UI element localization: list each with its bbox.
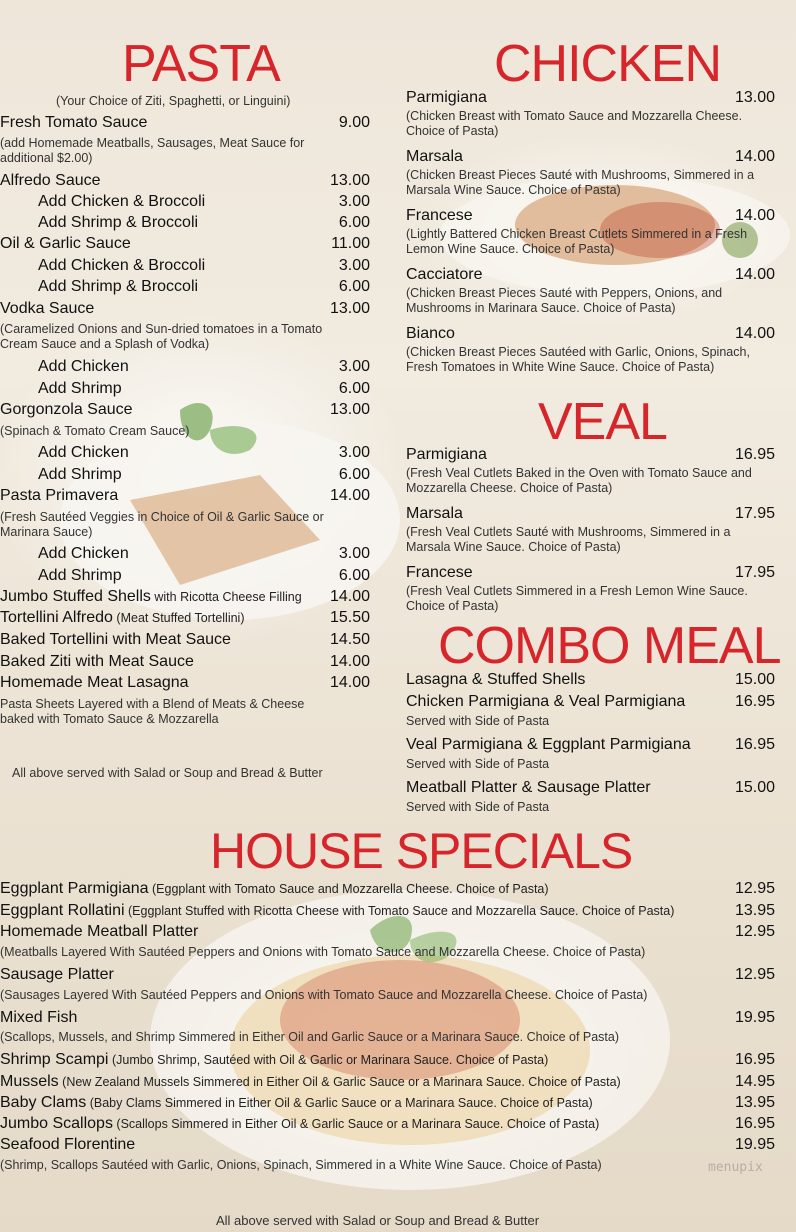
menu-item-description: (Caramelized Onions and Sun-dried tomatoes in a Tomato Cream Sauce and a Splash of Vodka) — [0, 322, 323, 351]
menu-item-price: 14.00 — [734, 325, 775, 342]
menu-item-row — [406, 265, 775, 284]
menu-item-label: Baked Tortellini with Meat Sauce — [0, 631, 231, 648]
menu-item-price: 11.00 — [331, 235, 370, 252]
menu-item-price: 13.95 — [734, 1094, 775, 1111]
menu-item-name — [406, 692, 735, 711]
menu-item-label: Add Shrimp & Broccoli — [38, 214, 199, 231]
menu-item-row — [406, 206, 775, 225]
menu-item-price: 3.00 — [338, 545, 370, 562]
menu-item-row — [0, 922, 775, 941]
menu-item-description: (Fresh Veal Cutlets Simmered in a Fresh Lemon Wine Sauce. Choice of Pasta) — [406, 584, 748, 613]
menu-item-name — [0, 1050, 735, 1070]
menu-item-price: 3.00 — [338, 358, 370, 375]
menu-item-price: 16.95 — [734, 693, 775, 710]
menu-item-description: (Chicken Breast with Tomato Sauce and Mozzarella Cheese. Choice of Pasta) — [406, 109, 743, 138]
menu-item-label: Pasta Primavera — [0, 487, 119, 504]
menu-item-description: (Chicken Breast Pieces Sauté with Mushrooms, Simmered in a Marsala Wine Sauce. Choice of Pasta) — [406, 168, 755, 197]
menu-item-name — [406, 324, 735, 343]
menu-item-row — [0, 630, 370, 649]
menu-item-label: Francese — [406, 207, 473, 224]
menu-item-label: Parmigiana — [406, 89, 487, 106]
menu-item-name — [0, 673, 330, 692]
menupix-watermark: menupix — [708, 1160, 763, 1175]
menu-item-inline-description: (Jumbo Shrimp, Sautéed with Oil & Garlic or Marinara Sauce. Choice of Pasta) — [108, 1053, 549, 1067]
menu-item-price: 14.00 — [329, 674, 370, 691]
menu-item-name — [0, 1008, 735, 1027]
menu-item-price: 16.95 — [734, 736, 775, 753]
menu-item-label: Tortellini Alfredo — [0, 609, 113, 626]
menu-item-price: 6.00 — [338, 567, 370, 584]
menu-item-label: Alfredo Sauce — [0, 172, 101, 189]
menu-item-name — [0, 465, 339, 484]
pasta-choice-note: (Your Choice of Ziti, Spaghetti, or Linguini) — [56, 94, 291, 108]
menu-item-name — [0, 922, 735, 941]
menu-item-label: Chicken Parmigiana & Veal Parmigiana — [406, 693, 686, 710]
menu-item-label: Jumbo Stuffed Shells — [0, 588, 151, 605]
menu-item-price: 14.00 — [329, 588, 370, 605]
menu-item-row — [0, 1008, 775, 1027]
menu-item-description: (Meatballs Layered With Sautéed Peppers and Onions with Tomato Sauce and Mozzarella Cheese. Choice of Pasta) — [0, 945, 646, 959]
menu-item-row — [0, 673, 370, 692]
menu-item-price: 16.95 — [734, 1051, 775, 1068]
menu-item-row — [0, 379, 370, 398]
menu-item-name — [0, 608, 330, 628]
menu-item-row — [0, 465, 370, 484]
menu-item-label: Shrimp Scampi — [0, 1051, 109, 1068]
menu-item-label: Add Shrimp — [38, 567, 122, 584]
menu-item-row — [406, 778, 775, 797]
menu-item-price: 6.00 — [338, 380, 370, 397]
menu-item-name — [0, 443, 339, 462]
veal-title: VEAL — [538, 393, 667, 451]
menu-item-inline-description: (Meat Stuffed Tortellini) — [112, 611, 245, 625]
menu-item-name — [0, 1072, 735, 1092]
menu-item-row — [0, 277, 370, 296]
menu-item-name — [406, 563, 735, 582]
menu-item-name — [0, 277, 339, 296]
menu-item-price: 12.95 — [734, 923, 775, 940]
menu-item-name — [0, 901, 735, 921]
menu-item-description: (Fresh Veal Cutlets Sauté with Mushrooms, Simmered in a Marsala Wine Sauce. Choice of Pasta) — [406, 525, 731, 554]
menu-item-price: 15.00 — [734, 671, 775, 688]
menu-item-name — [406, 147, 735, 166]
menu-item-price: 14.00 — [734, 148, 775, 165]
menu-item-price: 13.95 — [734, 902, 775, 919]
menu-item-inline-description: (New Zealand Mussels Simmered in Either Oil & Garlic Sauce or a Marinara Sauce. Choice of Pasta) — [58, 1075, 621, 1089]
menu-item-inline-description: with Ricotta Cheese Filling — [150, 590, 302, 604]
menu-item-price: 6.00 — [338, 214, 370, 231]
menu-item-price: 15.50 — [329, 609, 370, 626]
menu-item-name — [0, 566, 339, 585]
menu-item-row — [406, 504, 775, 523]
menu-item-price: 17.95 — [734, 564, 775, 581]
menu-item-row — [0, 544, 370, 563]
menu-item-name — [0, 171, 330, 190]
menu-item-description: Served with Side of Pasta — [406, 800, 550, 814]
menu-item-description: Served with Side of Pasta — [406, 757, 550, 771]
menu-item-label: Eggplant Rollatini — [0, 902, 125, 919]
menu-item-name — [0, 965, 735, 984]
menu-item-price: 13.00 — [734, 89, 775, 106]
menu-item-price: 14.00 — [734, 266, 775, 283]
menu-item-row — [0, 965, 775, 984]
menu-item-row — [0, 1114, 775, 1134]
menu-item-name — [0, 256, 339, 275]
menu-item-price: 6.00 — [338, 278, 370, 295]
menu-item-name — [0, 379, 339, 398]
menu-item-row — [0, 901, 775, 921]
menu-item-description: (Spinach & Tomato Cream Sauce) — [0, 424, 190, 438]
menu-item-price: 15.00 — [734, 779, 775, 796]
menu-item-inline-description: (Baby Clams Simmered in Either Oil & Garlic Sauce or a Marinara Sauce. Choice of Pasta) — [86, 1096, 593, 1110]
menu-item-label: Seafood Florentine — [0, 1136, 136, 1153]
menu-item-row — [0, 357, 370, 376]
menu-item-row — [0, 400, 370, 419]
menu-item-label: Marsala — [406, 505, 463, 522]
menu-item-price: 13.00 — [329, 300, 370, 317]
menu-item-price: 3.00 — [338, 444, 370, 461]
menu-item-name — [0, 400, 330, 419]
menu-item-price: 3.00 — [338, 193, 370, 210]
menu-item-label: Homemade Meatball Platter — [0, 923, 199, 940]
menu-item-name — [0, 192, 339, 211]
menu-item-label: Veal Parmigiana & Eggplant Parmigiana — [406, 736, 691, 753]
menu-item-name — [0, 652, 330, 671]
pasta-footer: All above served with Salad or Soup and Bread & Butter — [12, 766, 323, 780]
menu-item-price: 14.00 — [329, 653, 370, 670]
menu-item-name — [406, 265, 735, 284]
house-specials-title: HOUSE SPECIALS — [210, 823, 633, 879]
menu-item-description: (Scallops, Mussels, and Shrimp Simmered in Either Oil and Garlic Sauce or a Marinara Sauce. Choice of Pasta) — [0, 1030, 620, 1044]
chicken-title: CHICKEN — [494, 35, 722, 93]
menu-item-price: 17.95 — [734, 505, 775, 522]
menu-item-row — [0, 1135, 775, 1154]
menu-item-row — [406, 88, 775, 107]
menu-item-label: Add Shrimp & Broccoli — [38, 278, 199, 295]
menu-item-price: 16.95 — [734, 1115, 775, 1132]
menu-item-inline-description: (Eggplant with Tomato Sauce and Mozzarella Cheese. Choice of Pasta) — [148, 882, 549, 896]
menu-item-label: Meatball Platter & Sausage Platter — [406, 779, 651, 796]
menu-item-label: Parmigiana — [406, 446, 487, 463]
menu-item-label: Gorgonzola Sauce — [0, 401, 133, 418]
menu-item-row — [406, 147, 775, 166]
menu-item-description: (Shrimp, Scallops Sautéed with Garlic, Onions, Spinach, Simmered in a White Wine Sauce. Choice of Pasta) — [0, 1158, 602, 1172]
menu-item-name — [0, 213, 339, 232]
menu-item-label: Mussels — [0, 1073, 59, 1090]
menu-item-price: 6.00 — [338, 466, 370, 483]
menu-item-name — [0, 234, 331, 253]
menu-item-row — [0, 443, 370, 462]
menu-item-row — [0, 486, 370, 505]
menu-item-name — [406, 504, 735, 523]
combo-title: COMBO MEAL — [438, 617, 781, 675]
menu-item-row — [0, 1072, 775, 1092]
menu-item-name — [406, 445, 735, 464]
menu-item-label: Jumbo Scallops — [0, 1115, 113, 1132]
menu-item-row — [0, 608, 370, 628]
menu-item-label: Marsala — [406, 148, 463, 165]
menu-item-name — [0, 1114, 735, 1134]
menu-item-row — [0, 566, 370, 585]
menu-item-row — [0, 113, 370, 132]
menu-item-row — [0, 256, 370, 275]
menu-item-inline-description: (Eggplant Stuffed with Ricotta Cheese with Tomato Sauce and Mozzarella Sauce. Choice of Pasta) — [124, 904, 675, 918]
menu-item-inline-description: (Scallops Simmered in Either Oil & Garlic Sauce or a Marinara Sauce. Choice of Pasta) — [112, 1117, 600, 1131]
menu-item-label: Eggplant Parmigiana — [0, 880, 149, 897]
menu-item-row — [0, 171, 370, 190]
menu-item-price: 16.95 — [734, 446, 775, 463]
menu-item-name — [406, 778, 735, 797]
menu-item-row — [0, 1050, 775, 1070]
menu-item-description: (add Homemade Meatballs, Sausages, Meat Sauce for additional $2.00) — [0, 136, 305, 165]
menu-item-name — [0, 587, 330, 607]
menu-item-price: 9.00 — [338, 114, 370, 131]
menu-item-label: Add Chicken & Broccoli — [38, 257, 206, 274]
menu-item-label: Add Chicken — [38, 358, 129, 375]
menu-item-row — [0, 879, 775, 899]
menu-item-name — [0, 1093, 735, 1113]
menu-item-row — [0, 299, 370, 318]
menu-item-description: (Sausages Layered With Sautéed Peppers and Onions with Tomato Sauce and Mozzarella Cheese. Choice of Pasta) — [0, 988, 648, 1002]
menu-item-label: Baked Ziti with Meat Sauce — [0, 653, 194, 670]
menu-item-label: Sausage Platter — [0, 966, 114, 983]
menu-item-label: Homemade Meat Lasagna — [0, 674, 189, 691]
menu-item-label: Add Chicken — [38, 545, 129, 562]
menu-item-description: Pasta Sheets Layered with a Blend of Meats & Cheese baked with Tomato Sauce & Mozzarella — [0, 697, 305, 726]
menu-item-label: Mixed Fish — [0, 1009, 78, 1026]
menu-item-price: 3.00 — [338, 257, 370, 274]
menu-item-price: 14.50 — [329, 631, 370, 648]
menu-item-price: 13.00 — [329, 401, 370, 418]
pasta-title: PASTA — [122, 35, 280, 93]
menu-item-row — [0, 234, 370, 253]
menu-item-label: Lasagna & Stuffed Shells — [406, 671, 586, 688]
menu-item-description: Served with Side of Pasta — [406, 714, 550, 728]
house-footer: All above served with Salad or Soup and Bread & Butter — [216, 1213, 540, 1228]
menu-item-row — [0, 587, 370, 607]
menu-item-description: (Lightly Battered Chicken Breast Cutlets Simmered in a Fresh Lemon Wine Sauce. Choice of Pasta) — [406, 227, 748, 256]
menu-item-name — [0, 879, 735, 899]
menu-item-name — [406, 88, 735, 107]
menu-item-row — [406, 670, 775, 689]
menu-item-price: 14.95 — [734, 1073, 775, 1090]
menu-item-row — [0, 1093, 775, 1113]
menu-item-label: Cacciatore — [406, 266, 483, 283]
menu-item-price: 13.00 — [329, 172, 370, 189]
menu-item-label: Francese — [406, 564, 473, 581]
menu-item-label: Vodka Sauce — [0, 300, 95, 317]
menu-item-description: (Fresh Veal Cutlets Baked in the Oven with Tomato Sauce and Mozzarella Cheese. Choice of Pasta) — [406, 466, 752, 495]
menu-item-name — [406, 206, 735, 225]
menu-item-row — [406, 324, 775, 343]
menu-item-label: Oil & Garlic Sauce — [0, 235, 131, 252]
menu-item-row — [0, 213, 370, 232]
menu-item-price: 14.00 — [734, 207, 775, 224]
menu-item-row — [406, 692, 775, 711]
menu-item-label: Add Chicken — [38, 444, 129, 461]
menu-item-label: Add Shrimp — [38, 466, 122, 483]
menu-item-name — [0, 357, 339, 376]
menu-item-name — [406, 735, 735, 754]
menu-item-row — [406, 563, 775, 582]
menu-item-description: (Fresh Sautéed Veggies in Choice of Oil & Garlic Sauce or Marinara Sauce) — [0, 510, 324, 539]
menu-item-row — [406, 445, 775, 464]
menu-item-label: Bianco — [406, 325, 455, 342]
menu-item-name — [0, 544, 339, 563]
menu-item-name — [0, 299, 330, 318]
menu-item-name — [0, 113, 339, 132]
menu-item-name — [0, 486, 330, 505]
menu-item-row — [0, 192, 370, 211]
menu-item-price: 19.95 — [734, 1009, 775, 1026]
menu-item-row — [0, 652, 370, 671]
menu-item-name — [0, 630, 330, 649]
menu-item-price: 19.95 — [734, 1136, 775, 1153]
menu-item-description: (Chicken Breast Pieces Sauté with Peppers, Onions, and Mushrooms in Marinara Sauce. Choice of Pasta) — [406, 286, 723, 315]
menu-item-price: 12.95 — [734, 966, 775, 983]
menu-item-row — [406, 735, 775, 754]
menu-item-name — [0, 1135, 735, 1154]
menu-item-label: Add Shrimp — [38, 380, 122, 397]
menu-item-label: Baby Clams — [0, 1094, 87, 1111]
menu-item-price: 14.00 — [329, 487, 370, 504]
menu-item-description: (Chicken Breast Pieces Sautéed with Garlic, Onions, Spinach, Fresh Tomatoes in White Wine Sauce. Choice of Pasta) — [406, 345, 750, 374]
menu-item-name — [406, 670, 735, 689]
menu-item-label: Fresh Tomato Sauce — [0, 114, 148, 131]
menu-item-label: Add Chicken & Broccoli — [38, 193, 206, 210]
menu-item-price: 12.95 — [734, 880, 775, 897]
